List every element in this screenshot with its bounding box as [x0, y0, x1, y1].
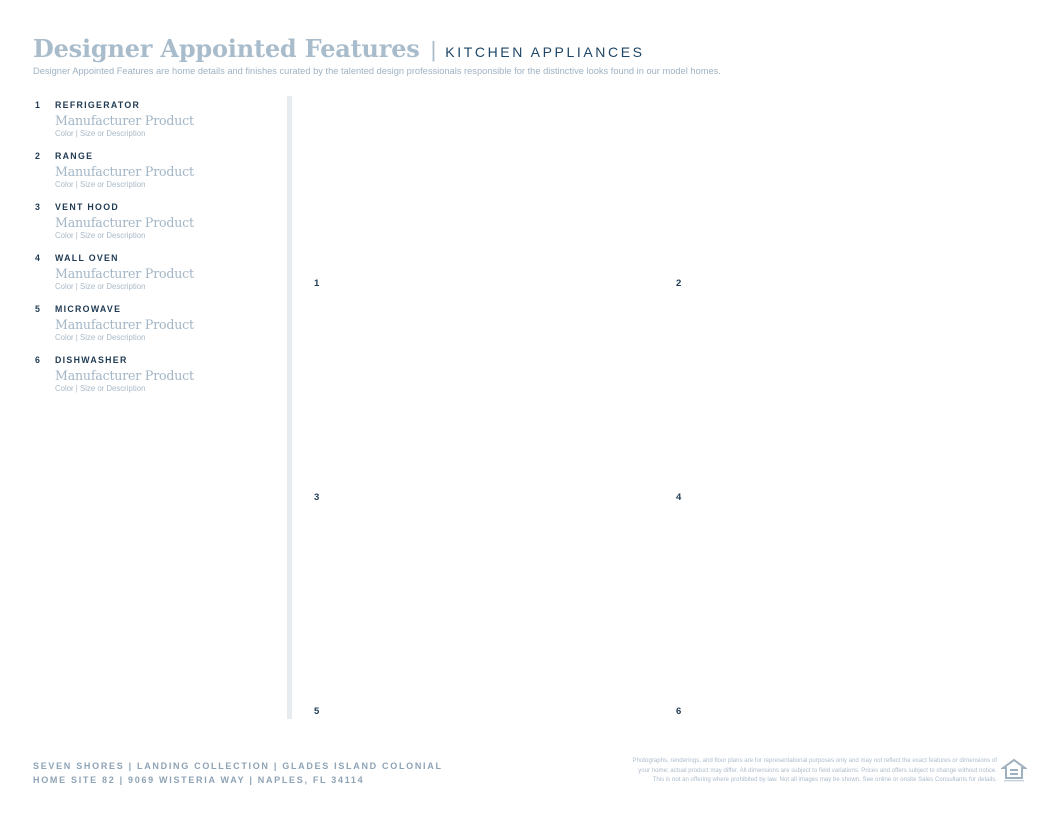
feature-number: 1	[35, 100, 42, 110]
image-slot-number: 5	[314, 706, 320, 717]
feature-number: 2	[35, 151, 42, 161]
feature-item	[35, 100, 275, 151]
feature-name: MICROWAVE	[55, 304, 122, 314]
feature-name: WALL OVEN	[55, 253, 119, 263]
feature-number: 3	[35, 202, 42, 212]
page-subtitle: KITCHEN APPLIANCES	[445, 44, 645, 60]
feature-product: Manufacturer Product	[55, 113, 194, 128]
feature-list	[35, 100, 275, 406]
feature-product: Manufacturer Product	[55, 215, 194, 230]
disclaimer-line: Photographs, renderings, and floor plans are for representational purposes only and may not reflect the exact features or dimensions of	[632, 757, 997, 764]
feature-name: VENT HOOD	[55, 202, 119, 212]
feature-description: Color | Size or Description	[55, 231, 146, 240]
equal-housing-icon	[1001, 757, 1027, 783]
intro-text: Designer Appointed Features are home details and finishes curated by the talented design professionals responsible for the distinctive looks found in our model homes.	[33, 66, 721, 76]
disclaimer-line: your home; actual product may differ. All dimensions are subject to field variations. Prices and offers subject to change without notice.	[638, 766, 997, 774]
feature-name: RANGE	[55, 151, 94, 161]
feature-description: Color | Size or Description	[55, 333, 146, 342]
feature-product: Manufacturer Product	[55, 317, 194, 332]
image-slot-number: 2	[676, 278, 682, 289]
feature-description: Color | Size or Description	[55, 384, 146, 393]
vertical-divider	[287, 96, 292, 719]
image-slot-number: 4	[676, 492, 682, 503]
footer-homesite-line: HOME SITE 82 | 9069 WISTERIA WAY | NAPLES, FL 34114	[33, 775, 365, 785]
feature-name: REFRIGERATOR	[55, 100, 141, 110]
feature-description: Color | Size or Description	[55, 129, 146, 138]
footer-address	[33, 759, 443, 787]
footer-community-line: SEVEN SHORES | LANDING COLLECTION | GLADES ISLAND COLONIAL	[33, 761, 443, 771]
image-slot-number: 6	[676, 706, 682, 717]
feature-product: Manufacturer Product	[55, 368, 194, 383]
feature-number: 6	[35, 355, 42, 365]
page-header	[33, 34, 645, 63]
feature-description: Color | Size or Description	[55, 282, 146, 291]
feature-product: Manufacturer Product	[55, 164, 194, 179]
feature-number: 5	[35, 304, 42, 314]
title-separator: |	[430, 37, 437, 62]
feature-item	[35, 202, 275, 253]
feature-item	[35, 151, 275, 202]
feature-number: 4	[35, 253, 42, 263]
feature-item	[35, 253, 275, 304]
footer-disclaimer	[633, 756, 997, 785]
feature-description: Color | Size or Description	[55, 180, 146, 189]
feature-product: Manufacturer Product	[55, 266, 194, 281]
page-title: Designer Appointed Features	[33, 34, 420, 63]
image-slot-number: 3	[314, 492, 320, 503]
disclaimer-line: This is not an offering where prohibited by law. Not all images may be shown. See online or onsite Sales Consultants for details.	[652, 776, 997, 784]
image-slot-number: 1	[314, 278, 320, 289]
feature-name: DISHWASHER	[55, 355, 128, 365]
feature-item	[35, 355, 275, 406]
feature-item	[35, 304, 275, 355]
